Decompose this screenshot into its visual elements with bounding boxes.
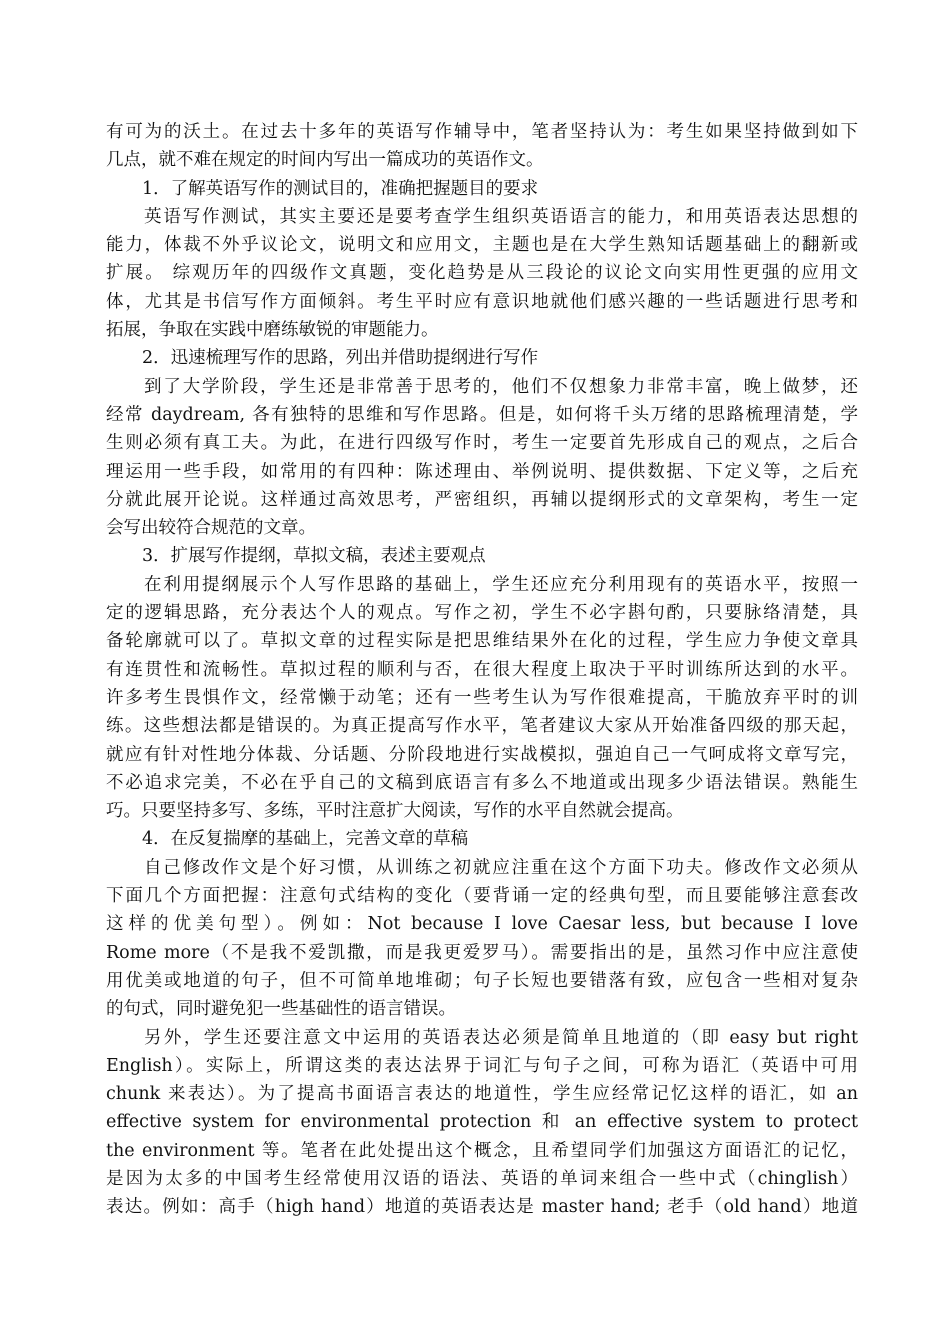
text-line: chunk 来表达）。为了提高书面语言表达的地道性，学生应经常记忆这样的语汇，如 an: [106, 1084, 858, 1105]
text-line: 理运用一些手段，如常用的有四种：陈述理由、举例说明、提供数据、下定义等，之后充: [106, 461, 858, 482]
text-line: 有可为的沃土。在过去十多年的英语写作辅导中，笔者坚持认为：考生如果坚持做到如下: [106, 122, 858, 142]
text-line: 许多考生畏惧作文，经常懒于动笔；还有一些考生认为写作很难提高，干脆放弃平时的训: [106, 687, 858, 708]
text-line: 的句式，同时避免犯一些基础性的语言错误。: [106, 999, 456, 1020]
section-heading-1: 1．了解英语写作的测试目的，准确把握题目的要求: [142, 178, 539, 199]
body-text: [106, 118, 858, 1222]
text-line: 有连贯性和流畅性。草拟过程的顺利与否，在很大程度上取决于平时训练所达到的水平。: [106, 659, 858, 680]
text-line: 扩展。 综观历年的四级作文真题，变化趋势是从三段论的议论文向实用性更强的应用文: [106, 263, 858, 284]
text-line: 体，尤其是书信写作方面倾斜。考生平时应有意识地就他们感兴趣的一些话题进行思考和: [106, 291, 858, 312]
text-line: 不必追求完美，不必在乎自己的文稿到底语言有多么不地道或出现多少语法错误。熟能生: [106, 772, 858, 793]
section-heading-2: 2．迅速梳理写作的思路，列出并借助提纲进行写作: [142, 348, 539, 369]
text-line: 另外，学生还要注意文中运用的英语表达必须是简单且地道的（即 easy but right: [144, 1027, 858, 1048]
section-heading-4: 4．在反复揣摩的基础上，完善文章的草稿: [142, 829, 469, 850]
text-line: effective system for environmental protection 和 an effective system to protect: [106, 1112, 858, 1133]
text-line: English）。实际上，所谓这类的表达法界于词汇与句子之间，可称为语汇（英语中可用: [106, 1055, 858, 1076]
text-line: 自己修改作文是个好习惯，从训练之初就应注重在这个方面下功夫。修改作文必须从: [144, 857, 858, 878]
text-line: 备轮廓就可以了。草拟文章的过程实际是把思维结果外在化的过程，学生应力争使文章具: [106, 631, 858, 652]
text-line: the environment 等。笔者在此处提出这个概念，且希望同学们加强这方面语汇的记忆，: [106, 1140, 858, 1161]
text-line: 在利用提纲展示个人写作思路的基础上，学生还应充分利用现有的英语水平，按照一: [144, 574, 858, 595]
text-line: 几点，就不难在规定的时间内写出一篇成功的英语作文。: [106, 150, 544, 171]
text-line: 就应有针对性地分体裁、分话题、分阶段地进行实战模拟，强迫自己一气呵成将文章写完，: [106, 744, 858, 765]
text-line: 会写出较符合规范的文章。: [106, 518, 316, 539]
text-line: 到了大学阶段，学生还是非常善于思考的，他们不仅想象力非常丰富，晚上做梦，还: [144, 376, 858, 397]
text-line: 这样的优美句型）。例如：Not because I love Caesar less, but because I love: [106, 914, 858, 935]
section-heading-3: 3．扩展写作提纲，草拟文稿，表述主要观点: [142, 546, 486, 567]
text-line: Rome more（不是我不爱凯撒，而是我更爱罗马）。需要指出的是，虽然习作中应注意使: [106, 942, 858, 963]
text-line: 是因为太多的中国考生经常使用汉语的语法、英语的单词来组合一些中式（chinglish）: [106, 1168, 858, 1189]
text-line: 拓展，争取在实践中磨练敏锐的审题能力。: [106, 320, 439, 341]
text-line: 定的逻辑思路，充分表达个人的观点。写作之初，学生不必字斟句酌，只要脉络清楚，具: [106, 603, 858, 624]
text-line: 生则必须有真工夫。为此，在进行四级写作时，考生一定要首先形成自己的观点，之后合: [106, 433, 858, 454]
text-line: 能力，体裁不外乎议论文，说明文和应用文，主题也是在大学生熟知话题基础上的翻新或: [106, 235, 858, 256]
text-line: 分就此展开论说。这样通过高效思考，严密组织，再辅以提纲形式的文章架构，考生一定: [106, 489, 858, 510]
text-line: 巧。只要坚持多写、多练，平时注意扩大阅读，写作的水平自然就会提高。: [106, 801, 684, 822]
text-line: 用优美或地道的句子，但不可简单地堆砌；句子长短也要错落有致，应包含一些相对复杂: [106, 970, 858, 991]
text-line: 经常 daydream, 各有独特的思维和写作思路。但是，如何将千头万绪的思路梳理清楚，学: [106, 404, 858, 425]
text-line: 下面几个方面把握：注意句式结构的变化（要背诵一定的经典句型，而且要能够注意套改: [106, 886, 858, 907]
text-line: 练。这些想法都是错误的。为真正提高写作水平，笔者建议大家从开始准备四级的那天起，: [106, 716, 858, 737]
text-line: 英语写作测试，其实主要还是要考查学生组织英语语言的能力，和用英语表达思想的: [144, 206, 858, 227]
text-line: 表达。例如：高手（high hand）地道的英语表达是 master hand; 老手（old hand）地道: [106, 1197, 858, 1218]
